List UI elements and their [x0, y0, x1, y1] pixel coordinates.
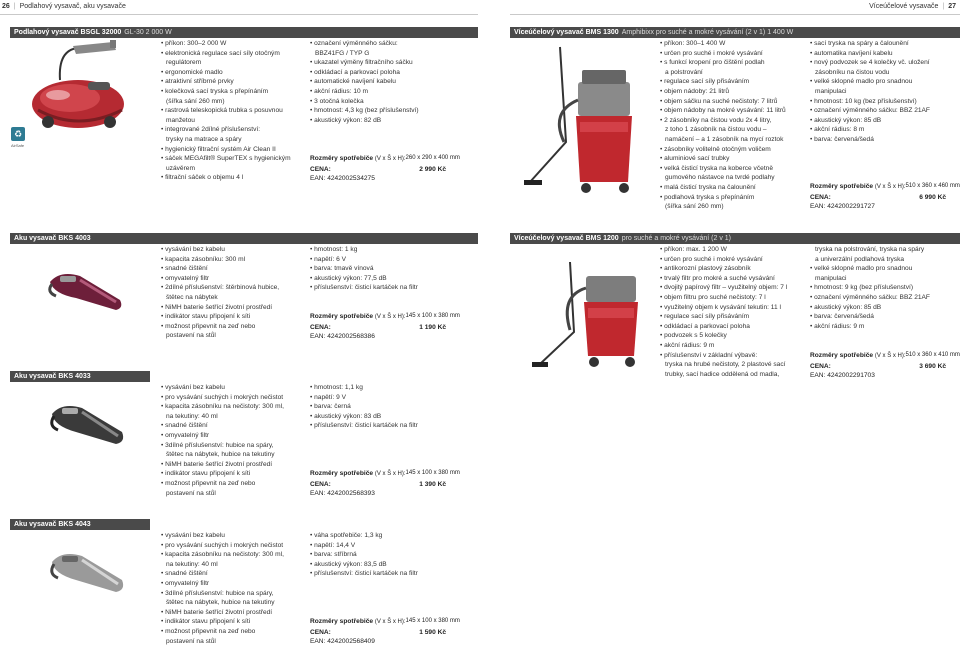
feature-item: • zásobníky volitelně otočným voličem — [660, 145, 771, 153]
feature-item: • příslušenství: čisticí kartáček na filtr — [310, 570, 418, 578]
feature-item: • napětí: 9 V — [310, 393, 347, 401]
feature-continuation: postavení na stůl — [166, 489, 216, 497]
price-label: CENA: — [310, 323, 331, 331]
feature-item: • podvozek s 5 kolečky — [660, 332, 727, 340]
price-value: 2 990 Kč — [419, 165, 446, 173]
handheld-vacuum-silver-image — [42, 544, 132, 604]
product-subtitle: GL-30 2 000 W — [124, 29, 172, 36]
feature-item: • akustický výkon: 83,5 dB — [310, 560, 387, 568]
feature-item: • integrované 2dílné příslušenství: — [161, 126, 261, 134]
feature-continuation: (šířka sání 260 mm) — [665, 203, 724, 211]
feature-item: • vysávání bez kabelu — [161, 532, 225, 539]
feature-item: • vysávání bez kabelu — [161, 384, 225, 391]
feature-continuation: a polstrování — [665, 68, 703, 76]
dims-value: 510 x 360 x 460 mm — [905, 183, 960, 189]
floor-vacuum-image — [18, 40, 148, 140]
ean-code: EAN: 4242002568409 — [310, 638, 375, 646]
bks4033-features-col2 — [310, 383, 418, 431]
feature-item: • určen pro suché i mokré vysávání — [660, 255, 763, 263]
feature-continuation: uzávěrem — [166, 164, 195, 172]
bks4033-features-col1 — [161, 383, 284, 498]
feature-item: • antikorozní plastový zásobník — [660, 265, 751, 273]
section-header-bsgl — [10, 27, 478, 38]
feature-item: • hmotnost: 1 kg — [310, 246, 358, 253]
price-value: 3 690 Kč — [919, 362, 946, 370]
product-subtitle: pro suché a mokré vysávání (2 v 1) — [621, 235, 732, 242]
section-header-bks4003 — [10, 233, 478, 244]
feature-item: • barva: červená/šedá — [810, 313, 874, 321]
feature-item: • pro vysávání suchých i mokrých nečistot — [161, 393, 284, 401]
bms1200-features-col1 — [660, 245, 787, 379]
feature-item: • omyvatelný filtr — [161, 274, 210, 282]
feature-item: • omyvatelný filtr — [161, 579, 210, 587]
bms1300-features-col2 — [810, 39, 930, 145]
feature-item: • sáček MEGAfilt® SuperTEX s hygienickým — [161, 155, 291, 163]
dims-unit: (V x Š x H): — [374, 314, 406, 320]
page-title-right: Víceúčelové vysavače — [869, 3, 939, 10]
feature-item: • regulace sací síly přisáváním — [660, 313, 750, 321]
feature-item: • hmotnost: 9 kg (bez příslušenství) — [810, 284, 914, 292]
section-header-bms1200 — [510, 233, 960, 244]
dims-unit: (V x Š x H): — [874, 353, 906, 359]
feature-item: • snadné čištění — [161, 265, 208, 273]
price-label: CENA: — [810, 193, 831, 201]
feature-continuation: postavení na stůl — [166, 332, 216, 340]
feature-item: • velké sklopné madlo pro snadnou — [810, 265, 913, 273]
page-header-right: Víceúčelové vysavače | 27 — [869, 3, 956, 10]
dims-value: 145 x 100 x 380 mm — [405, 313, 460, 319]
price-label: CENA: — [310, 165, 331, 173]
feature-continuation: tryska na hrubé nečistoty, 2 plastové sací — [665, 361, 786, 369]
ean-code: EAN: 4242002568386 — [310, 333, 375, 341]
wet-dry-vacuum-image-2 — [530, 252, 645, 377]
dims-unit: (V x Š x H): — [374, 471, 406, 477]
feature-item: • barva: stříbrná — [310, 551, 357, 559]
bks4003-price-block — [310, 312, 460, 342]
feature-item: • napětí: 14,4 V — [310, 541, 356, 549]
price-label: CENA: — [310, 628, 331, 636]
feature-item: • příkon: max. 1 200 W — [660, 246, 727, 253]
product-title: Podlahový vysavač BSGL 32000 — [14, 29, 122, 36]
dims-unit: (V x Š x H): — [374, 619, 406, 625]
feature-item: • 3dílné příslušenství: hubice na spáry, — [161, 441, 274, 449]
ean-code: EAN: 4242002291727 — [810, 203, 875, 211]
feature-item: • označení výměnného sáčku: BBZ 21AF — [810, 107, 930, 115]
feature-continuation: postavení na stůl — [166, 637, 216, 645]
ean-code: EAN: 4242002291703 — [810, 372, 875, 380]
feature-item: • akční rádius: 8 m — [810, 126, 865, 134]
product-title: Aku vysavač BKS 4043 — [14, 521, 91, 528]
feature-continuation: štětec na nábytek, hubice na tekutiny — [166, 451, 275, 459]
feature-item: • kapacita zásobníku na nečistoty: 300 ml, — [161, 551, 284, 559]
handheld-vacuum-wine-image — [40, 262, 130, 322]
feature-item: • NiMH baterie šetřící životní prostředí — [161, 460, 273, 468]
price-label: CENA: — [310, 480, 331, 488]
feature-item: • barva: tmavě vínová — [310, 265, 374, 273]
feature-continuation: trubky, sací hadice oddělená od madla, — [665, 370, 780, 378]
feature-item: • atraktivní stříbrné prvky — [161, 78, 234, 86]
feature-item: • hmotnost: 10 kg (bez příslušenství) — [810, 97, 917, 105]
feature-continuation: gumového nástavce na tvrdé podlahy — [665, 174, 775, 182]
feature-continuation: BBZ41FG / TYP G — [315, 49, 370, 57]
handheld-vacuum-black-image — [42, 396, 132, 456]
bks4043-features-col1 — [161, 531, 284, 646]
ean-code: EAN: 4242002568393 — [310, 490, 375, 498]
price-label: CENA: — [810, 362, 831, 370]
feature-item: • akční rádius: 9 m — [810, 322, 865, 330]
feature-item: • velká čisticí tryska na koberce včetně — [660, 164, 773, 172]
feature-item: • příslušenství v základní výbavě: — [660, 351, 758, 359]
feature-item: • objem nádoby na mokré vysávání: 11 litrů — [660, 107, 786, 115]
feature-item: • elektronická regulace sací síly otočným — [161, 49, 280, 57]
dims-value: 145 x 100 x 380 mm — [405, 618, 460, 624]
bms1300-price-block — [810, 182, 960, 212]
page-header-left: 26 | Podlahový vysavač, aku vysavače — [2, 3, 126, 10]
dims-value: 510 x 360 x 410 mm — [905, 352, 960, 358]
dims-label: Rozměry spotřebiče — [310, 155, 374, 162]
feature-continuation: a univerzální podlahová tryska — [815, 255, 905, 263]
feature-item: • pro vysávání suchých i mokrých nečistot — [161, 541, 284, 549]
feature-item: • sací tryska na spáry a čalounění — [810, 40, 909, 47]
bms1200-features-col2 — [810, 245, 930, 331]
dims-label: Rozměry spotřebiče — [310, 470, 374, 477]
bsgl-features-col1 — [161, 39, 291, 183]
feature-item: • trvalý filtr pro mokré a suché vysávání — [660, 274, 775, 282]
feature-item: • vysávání bez kabelu — [161, 246, 225, 253]
feature-item: • 3 otočná kolečka — [310, 97, 364, 105]
feature-item: • kapacita zásobníku: 300 ml — [161, 255, 246, 263]
feature-item: • snadné čištění — [161, 570, 208, 578]
feature-item: • s funkcí kropení pro čištění podlah — [660, 59, 765, 67]
feature-item: • automatika navíjení kabelu — [810, 49, 893, 57]
product-subtitle: Amphibixx pro suché a mokré vysávání (2 v 1) 1 400 W — [621, 29, 794, 36]
feature-item: • příslušenství: čisticí kartáček na filtr — [310, 422, 418, 430]
feature-continuation: manžetou — [166, 116, 195, 124]
feature-continuation: štětec na nábytek — [166, 293, 218, 301]
feature-item: • automatické navíjení kabelu — [310, 78, 396, 86]
feature-item: • akustický výkon: 77,5 dB — [310, 274, 387, 282]
bks4043-price-block — [310, 617, 460, 647]
bks4003-features-col1 — [161, 245, 279, 341]
feature-item: • filtrační sáček o objemu 4 l — [161, 174, 244, 182]
feature-continuation: namáčení – a 1 zásobník na mycí roztok — [665, 135, 784, 143]
feature-item: • rastrová teleskopická trubka s posuvnou — [161, 107, 283, 115]
feature-item: • barva: červená/šedá — [810, 135, 874, 143]
feature-item: • hmotnost: 1,1 kg — [310, 384, 363, 391]
feature-item: • příslušenství: čisticí kartáček na filtr — [310, 284, 418, 292]
airsafe-label: AirSafe — [11, 143, 25, 148]
feature-item: • ergonomické madlo — [161, 68, 223, 76]
feature-item: • akustický výkon: 83 dB — [310, 412, 382, 420]
dims-value: 145 x 100 x 380 mm — [405, 470, 460, 476]
page-title-left: Podlahový vysavač, aku vysavače — [19, 3, 126, 10]
feature-item: • 2dílné příslušenství: štěrbinová hubice, — [161, 284, 280, 292]
feature-item: • odkládací a parkovací poloha — [660, 322, 750, 330]
feature-item: • regulace sací síly přisáváním — [660, 78, 750, 86]
feature-item: • nový podvozek se 4 kolečky vč. uložení — [810, 59, 930, 67]
page-number-left: 26 — [2, 3, 10, 10]
feature-continuation: z toho 1 zásobník na čistou vodu – — [665, 126, 767, 134]
feature-item: • akční rádius: 10 m — [310, 87, 369, 95]
bsgl-features-col2 — [310, 39, 419, 125]
bks4003-features-col2 — [310, 245, 418, 293]
feature-item: • odkládací a parkovací poloha — [310, 68, 400, 76]
price-value: 1 190 Kč — [419, 323, 446, 331]
feature-item: • využitelný objem k vysávání tekutin: 11 l — [660, 303, 781, 311]
feature-item: • omyvatelný filtr — [161, 431, 210, 439]
feature-item: • možnost připevnit na zeď nebo — [161, 322, 256, 330]
feature-item: • kapacita zásobníku na nečistoty: 300 ml, — [161, 403, 284, 411]
feature-item: • objem sáčku na suché nečistoty: 7 litrů — [660, 97, 778, 105]
product-title: Aku vysavač BKS 4033 — [14, 373, 91, 380]
feature-item: • objem nádoby: 21 litrů — [660, 87, 730, 95]
feature-item: • aluminiové sací trubky — [660, 155, 730, 163]
feature-item: • akční rádius: 9 m — [660, 341, 715, 349]
section-header-bks4043 — [10, 519, 150, 530]
price-value: 1 390 Kč — [419, 480, 446, 488]
feature-continuation: regulátorem — [166, 59, 202, 67]
feature-item: • NiMH baterie šetřící životní prostředí — [161, 303, 273, 311]
feature-item: • malá čisticí tryska na čalounění — [660, 183, 756, 191]
feature-continuation: (šířka sání 260 mm) — [166, 97, 225, 105]
bks4043-features-col2 — [310, 531, 418, 579]
feature-item: • možnost připevnit na zeď nebo — [161, 627, 256, 635]
feature-continuation: manipulaci — [815, 274, 847, 282]
ean-code: EAN: 4242002534275 — [310, 175, 375, 183]
feature-item: • kolečková sací tryska s přepínáním — [161, 87, 269, 95]
feature-item: • příkon: 300–1 400 W — [660, 40, 726, 47]
feature-item: • akustický výkon: 85 dB — [810, 303, 882, 311]
dims-label: Rozměry spotřebiče — [310, 313, 374, 320]
page-number-right: 27 — [948, 3, 956, 10]
dims-label: Rozměry spotřebiče — [810, 352, 874, 359]
feature-item: • označení výměnného sáčku: BBZ 21AF — [810, 293, 930, 301]
bms1300-features-col1 — [660, 39, 786, 212]
feature-continuation: manipulaci — [815, 87, 847, 95]
bms1200-price-block — [810, 351, 960, 381]
bsgl-price-block — [310, 154, 460, 184]
feature-continuation: zásobníku na čistou vodu — [815, 68, 890, 76]
feature-item: • určen pro suché i mokré vysávání — [660, 49, 763, 57]
feature-continuation: na tekutiny: 40 ml — [166, 412, 218, 420]
feature-item: • 2 zásobníky na čistou vodu 2x 4 litry, — [660, 116, 772, 124]
feature-item: • označení výměnného sáčku: — [310, 40, 398, 47]
feature-continuation: trysky na matrace a spáry — [166, 135, 242, 143]
feature-item: • možnost připevnit na zeď nebo — [161, 479, 256, 487]
product-title: Víceúčelový vysavač BMS 1200 — [514, 235, 619, 242]
feature-item: • dvojitý papírový filtr – využitelný objem: 7 l — [660, 284, 788, 292]
product-title: Aku vysavač BKS 4003 — [14, 235, 91, 242]
header-rule-left — [0, 14, 478, 15]
feature-item: • podlahová tryska s přepínáním — [660, 193, 755, 201]
section-header-bms1300 — [510, 27, 960, 38]
feature-item: • ukazatel výměny filtračního sáčku — [310, 59, 413, 67]
feature-continuation: tryska na polstrování, tryska na spáry — [815, 246, 925, 253]
product-title: Víceúčelový vysavač BMS 1300 — [514, 29, 619, 36]
price-value: 6 990 Kč — [919, 193, 946, 201]
feature-item: • váha spotřebiče: 1,3 kg — [310, 532, 383, 539]
feature-item: • napětí: 6 V — [310, 255, 347, 263]
feature-item: • snadné čištění — [161, 422, 208, 430]
feature-item: • hygienický filtrační systém Air Clean II — [161, 145, 276, 153]
feature-item: • indikátor stavu připojení k síti — [161, 470, 251, 478]
price-value: 1 590 Kč — [419, 628, 446, 636]
feature-item: • barva: černá — [310, 403, 351, 411]
feature-item: • hmotnost: 4,3 kg (bez příslušenství) — [310, 107, 419, 115]
airsafe-icon: ♻ — [11, 127, 25, 141]
header-rule-right — [510, 14, 960, 15]
feature-continuation: štětec na nábytek, hubice na tekutiny — [166, 599, 275, 607]
section-header-bks4033 — [10, 371, 150, 382]
feature-item: • akustický výkon: 82 dB — [310, 116, 382, 124]
feature-continuation: na tekutiny: 40 ml — [166, 560, 218, 568]
feature-item: • indikátor stavu připojení k síti — [161, 313, 251, 321]
feature-item: • příkon: 300–2 000 W — [161, 40, 227, 47]
wet-dry-vacuum-image — [520, 42, 645, 207]
feature-item: • velké sklopné madlo pro snadnou — [810, 78, 913, 86]
feature-item: • indikátor stavu připojení k síti — [161, 618, 251, 626]
bks4033-price-block — [310, 469, 460, 499]
dims-unit: (V x Š x H): — [874, 184, 906, 190]
feature-item: • objem filtru pro suché nečistoty: 7 l — [660, 293, 766, 301]
feature-item: • NiMH baterie šetřící životní prostředí — [161, 608, 273, 616]
dims-unit: (V x Š x H): — [374, 156, 406, 162]
feature-item: • akustický výkon: 85 dB — [810, 116, 882, 124]
dims-label: Rozměry spotřebiče — [310, 618, 374, 625]
feature-item: • 3dílné příslušenství: hubice na spáry, — [161, 589, 274, 597]
dims-label: Rozměry spotřebiče — [810, 183, 874, 190]
dims-value: 260 x 290 x 400 mm — [405, 155, 460, 161]
